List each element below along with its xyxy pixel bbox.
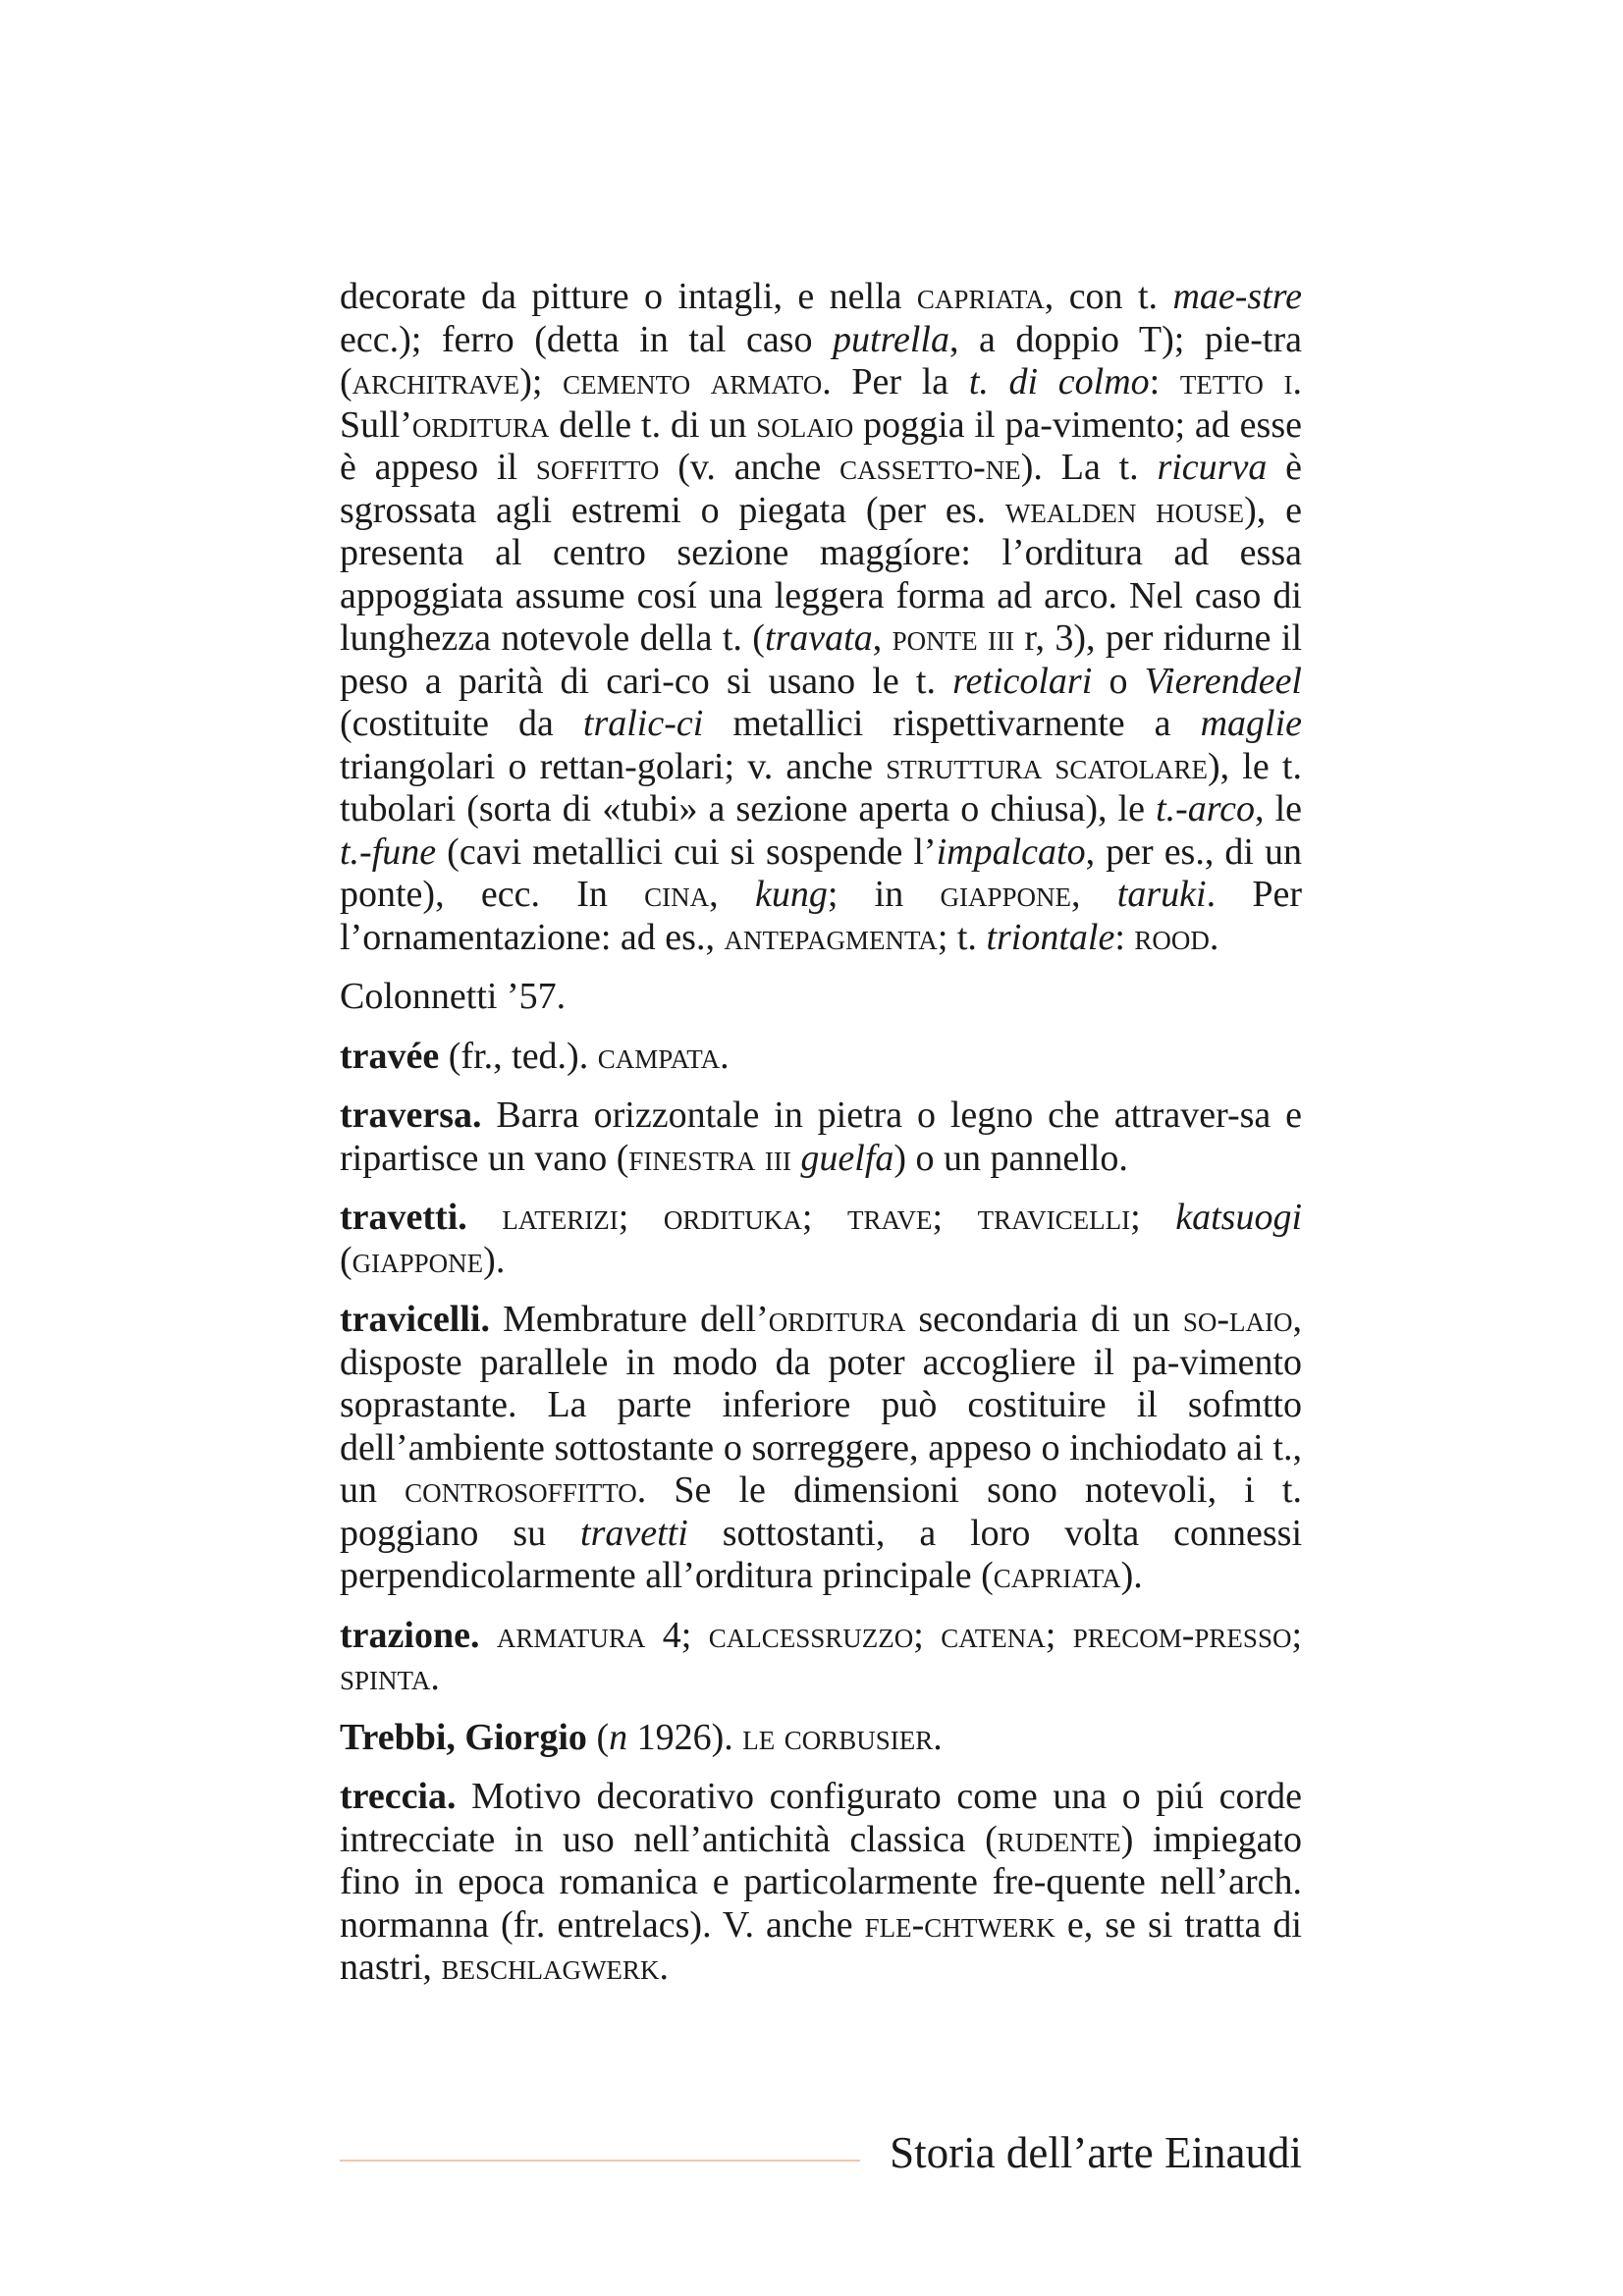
italic-term: t.-fune [340,830,437,873]
cross-reference: rood [1134,916,1210,958]
entry-treccia: treccia. Motivo decorativo configurato come una o piú corde intrecciate in uso nell’antichità classica (rudente) impiegato fino in epoca romanica e particolarmente fre-quente nell’arch. normanna (fr. entrelacs). V. anche fle-chtwerk e, se si tratta di nastri, beschlagwerk. [340,1776,1302,1988]
entry-continuation-trave: decorate da pitture o intagli, e nella capriata, con t. mae-stre ecc.); ferro (detta in tal caso putrella, a doppio T); pie-tra (architrave); cemento armato. Per la t. di colmo: tetto i. Sull’orditura delle t. di un solaio poggia il pa-vimento; ad esse è appeso il soffitto (v. anche cassetto-ne). La t. ricurva è sgrossata agli estremi o piegata (per es. wealden house), e presenta al centro sezione maggíore: l’orditura ad essa appoggiata assume cosí una leggera forma ad arco. Nel caso di lunghezza notevole della t. (travata, ponte iii r, 3), per ridurne il peso a parità di cari-co si usano le t. reticolari o Vierendeel (costituite da tralic-ci metallici rispettivarnente a maglie triangolari o rettan-golari; v. anche struttura scatolare), le t. tubolari (sorta di «tubi» a sezione aperta o chiusa), le t.-arco, le t.-fune (cavi metallici cui si sospende l’impalcato, per es., di un ponte), ecc. In cina, kung; in giappone, taruki. Per l’ornamentazione: ad es., antepagmenta; t. triontale: rood. [340,276,1303,958]
cross-reference: catena [941,1614,1046,1656]
headword: travicelli. [340,1299,490,1340]
italic-term: t.-arco [1156,788,1256,829]
cross-reference: orditura [768,1299,906,1340]
cross-reference: cemento armato [563,361,823,402]
italic-term: Vierendeel [1144,660,1302,702]
italic-term: tralic-ci [582,703,704,744]
cross-reference: precom-presso [1072,1614,1292,1656]
page-body [340,276,1302,1990]
italic-term: n [609,1716,628,1758]
italic-term: reticolari [952,660,1093,702]
italic-term: travata [764,617,873,659]
italic-term: kung [754,874,828,915]
italic-term: triontale [986,916,1115,958]
italic-term: t. di colmo [968,361,1150,402]
cross-reference: fle-chtwerk [864,1903,1055,1946]
cross-reference: architrave [352,361,520,402]
cross-reference: beschlagwerk [441,1947,660,1988]
cross-reference: campata [597,1035,721,1077]
cross-reference: tetto i [1179,361,1293,402]
entry-travetti: travetti. laterizi; ordituka; trave; travicelli; katsuogi (giappone). [340,1197,1303,1281]
italic-term: maglie [1200,703,1302,744]
italic-term: taruki [1116,874,1207,915]
italic-term: travetti [580,1512,688,1554]
cross-reference: finestra iii [628,1137,791,1179]
cross-reference: orditura [411,403,550,446]
cross-reference: struttura scatolare [886,745,1208,787]
cross-reference: travicelli [977,1197,1131,1238]
cross-reference: spinta [340,1657,431,1698]
headword: traversa. [340,1095,482,1136]
headword: trazione. [340,1614,480,1656]
cross-reference: le corbusier [742,1716,934,1758]
italic-term: katsuogi [1175,1197,1303,1238]
cross-reference: laterizi [502,1197,619,1238]
cross-reference: giappone [940,874,1072,915]
cross-reference: giappone [352,1239,484,1281]
cross-reference: ponte iii [892,617,1014,659]
cross-reference: so-laio [1182,1299,1293,1340]
cross-reference: trave [847,1197,933,1238]
headword: travetti. [340,1197,467,1238]
entry-trazione: trazione. armatura 4; calcessruzzo; catena; precom-presso; spinta. [340,1614,1303,1698]
cross-reference: wealden house [1004,489,1245,531]
cross-reference: capriata [916,276,1045,317]
entry-trebbi-giorgio: Trebbi, Giorgio (n 1926). le corbusier. [340,1716,943,1758]
cross-reference: solaio [756,403,854,446]
headword: Trebbi, Giorgio [340,1716,587,1758]
footer-rule [340,2160,860,2162]
italic-term: ricurva [1157,447,1268,488]
cross-reference: capriata [993,1555,1121,1596]
cross-reference: calcessruzzo [708,1614,914,1656]
footer-title: Storia dell’arte Einaudi [890,2128,1302,2177]
bibliography-note: Colonnetti ’57. [340,976,567,1017]
headword: treccia. [340,1776,457,1817]
cross-reference: cina [644,874,710,915]
entry-travicelli: travicelli. Membrature dell’orditura secondaria di un so-laio, disposte parallele in modo da poter accogliere il pa-vimento soprastante. La parte inferiore può costituire il sofmtto dell’ambiente sottostante o sorreggere, appeso o inchiodato ai t., un controsoffitto. Se le dimensioni sono notevoli, i t. poggiano su travetti sottostanti, a loro volta connessi perpendicolarmente all’orditura principale (capriata). [340,1299,1302,1596]
cross-reference: cassetto-ne [839,447,1021,488]
cross-reference: soffitto [535,447,660,488]
cross-reference: armatura [496,1614,646,1656]
italic-term: putrella [833,318,949,360]
italic-term: impalcato [936,830,1086,873]
headword: travée [340,1035,440,1077]
entry-travee: travée (fr., ted.). campata. [340,1035,730,1077]
cross-reference: rudente [997,1818,1121,1860]
cross-reference: antepagmenta [724,916,938,958]
entry-traversa: traversa. Barra orizzontale in pietra o legno che attraver-sa e ripartisce un vano (finestra iii guelfa) o un pannello. [340,1095,1302,1179]
cross-reference: ordituka [663,1197,802,1238]
italic-term: guelfa [800,1137,894,1179]
cross-reference: controsoffitto [405,1469,637,1511]
italic-term: mae-stre [1172,276,1302,317]
